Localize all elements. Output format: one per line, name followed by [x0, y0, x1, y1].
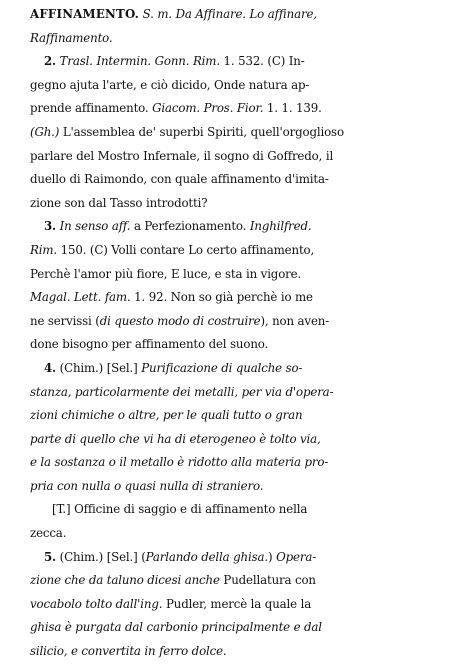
sense-3-line: [30, 286, 460, 310]
grammar-and-definition: S. m. Da Affinare. Lo affinare,: [142, 7, 317, 21]
sense-5-line: ghisa è purgata dal carbonio principalmente e dal: [30, 620, 322, 635]
entry-line: [30, 3, 460, 27]
dictionary-entry: [30, 3, 460, 664]
citation-text: ne servissi (: [30, 313, 100, 328]
sense-3-line: [30, 239, 460, 263]
term: Pudler, mercè la quale la: [165, 596, 312, 611]
definition-text: Purificazione di qualche so-: [141, 360, 303, 375]
definition-text: a Perfezionamento.: [133, 219, 247, 234]
citation-text: 1. 92. Non so già perchè io me: [134, 290, 313, 305]
usage-note: Parlando della ghisa.: [145, 549, 269, 564]
sense-4-line: e la sostanza o il metallo è ridotto alla materia pro-: [30, 455, 329, 470]
definition-text: vocabolo tolto dall'ing.: [30, 596, 163, 611]
citation-source: Rim.: [30, 242, 57, 257]
sense-2-line: zione son dal Tasso introdotti?: [30, 195, 208, 210]
citation-ref: 1. 1. 139.: [266, 101, 322, 116]
sense-4-line: [30, 357, 460, 381]
citation-text: prende affinamento.: [30, 101, 149, 116]
sense-5-line: [30, 546, 460, 570]
sense-2-line: parlare del Mostro Infernale, il sogno di Goffredo, il: [30, 148, 334, 163]
citation-source: (Gh.): [30, 124, 60, 139]
citation-source: Trasl. Intermin. Gonn. Rim.: [59, 54, 220, 69]
sense-3-line: done bisogno per affinamento del suono.: [30, 337, 269, 352]
sense-4-line: pria con nulla o quasi nulla di straniero.: [30, 478, 264, 493]
domain-label: (Chim.) [Sel.]: [59, 360, 138, 375]
sense-3-line: Perchè l'amor più fiore, E luce, e sta in vigore.: [30, 266, 302, 281]
citation-text: ), non aven-: [260, 313, 330, 328]
sense-2-line: [30, 121, 460, 145]
headword: AFFINAMENTO.: [30, 7, 140, 21]
sense-5-line: [30, 593, 460, 617]
sense-number: 5.: [44, 549, 57, 564]
sense-number: 2.: [44, 54, 57, 69]
sense-label: In senso aff.: [59, 219, 131, 234]
citation-text: 1. 532. (C) In-: [223, 54, 305, 69]
punctuation: ): [268, 549, 273, 564]
sense-4-note: [T.] Officine di saggio e di affinamento nella: [52, 502, 308, 517]
sense-number: 3.: [44, 219, 57, 234]
sense-5-line: [30, 569, 460, 593]
sense-3-line: [30, 215, 460, 239]
sense-3-line: [30, 310, 460, 334]
citation-source: Inghilfred.: [249, 219, 312, 234]
sense-2-line: duello di Raimondo, con quale affinamento d'imita-: [30, 172, 329, 187]
definition-text: zione che da taluno dicesi anche: [30, 573, 220, 588]
sense-number: 4.: [44, 360, 57, 375]
sense-4-line: parte di quello che vi ha di eterogeneo è tolto via,: [30, 431, 321, 446]
editorial-note: di questo modo di costruire: [99, 313, 261, 328]
sense-2-line: [30, 97, 460, 121]
sense-4-line: stanza, particolarmente dei metalli, per via d'opera-: [30, 384, 334, 399]
sense-2-line: [30, 50, 460, 74]
definition-text: Opera-: [276, 549, 317, 564]
sense-4-note: zecca.: [30, 526, 67, 541]
citation-source: Magal. Lett. fam.: [30, 290, 131, 305]
term: Pudellatura con: [223, 573, 316, 588]
sense-4-line: zioni chimiche o altre, per le quali tutto o gran: [30, 408, 303, 423]
sense-2-line: gegno ajuta l'arte, e ciò dicido, Onde natura ap-: [30, 77, 310, 92]
entry-line: Raffinamento.: [30, 30, 113, 45]
sense-5-line: silicio, e convertita in ferro dolce.: [30, 644, 227, 659]
citation-source: Giacom. Pros. Fior.: [152, 101, 264, 116]
citation-text: 150. (C) Volli contare Lo certo affinamento,: [60, 242, 315, 257]
domain-label: (Chim.) [Sel.] (: [59, 549, 146, 564]
citation-text: L'assemblea de' superbi Spiriti, quell'orgoglioso: [62, 124, 344, 139]
